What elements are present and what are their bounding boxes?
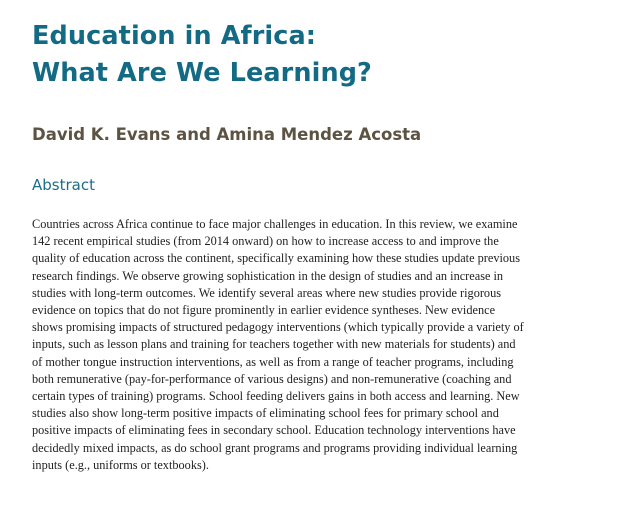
abstract-line: Countries across Africa continue to face major challenges in education. In this review, we examine: [32, 217, 518, 231]
paper-title: [32, 18, 372, 92]
paper-title-line-2: What Are We Learning?: [32, 58, 372, 88]
abstract-line: certain types of training) programs. School feeding delivers gains in both access and learning. New: [32, 389, 520, 404]
abstract-line: inputs (e.g., uniforms or textbooks).: [32, 457, 209, 472]
abstract-line: inputs, such as lesson plans and training for teachers together with new materials for students) and: [32, 337, 516, 352]
abstract-line: positive impacts of eliminating fees in secondary school. Education technology interventions have: [32, 423, 516, 438]
abstract-line: 142 recent empirical studies (from 2014 onward) on how to increase access to and improve the: [32, 234, 499, 249]
paper-title-line-1: Education in Africa:: [32, 21, 317, 51]
abstract-line: of mother tongue instruction interventions, as well as from a range of teacher programs, including: [32, 354, 514, 369]
abstract-line: evidence on topics that do not figure prominently in earlier evidence syntheses. New evidence: [32, 303, 496, 318]
paper-authors: David K. Evans and Amina Mendez Acosta: [32, 125, 422, 144]
abstract-line: quality of education across the continent, specifically examining how these studies update previous: [32, 251, 520, 266]
abstract-line: studies with long-term outcomes. We identify several areas where new studies provide rigorous: [32, 285, 502, 300]
abstract-line: both remunerative (pay-for-performance of various designs) and non-remunerative (coaching and: [32, 371, 512, 386]
abstract-line: shows promising impacts of structured pedagogy interventions (which typically provide a variety of: [32, 320, 524, 335]
abstract-line: research findings. We observe growing sophistication in the design of studies and an increase in: [32, 268, 504, 283]
abstract-line: studies also show long-term positive impacts of eliminating school fees for primary school and: [32, 406, 499, 421]
abstract-heading: Abstract: [32, 176, 95, 194]
abstract-line: decidedly mixed impacts, as do school grant programs and programs providing individual learning: [32, 440, 518, 455]
abstract-text: [32, 216, 592, 474]
